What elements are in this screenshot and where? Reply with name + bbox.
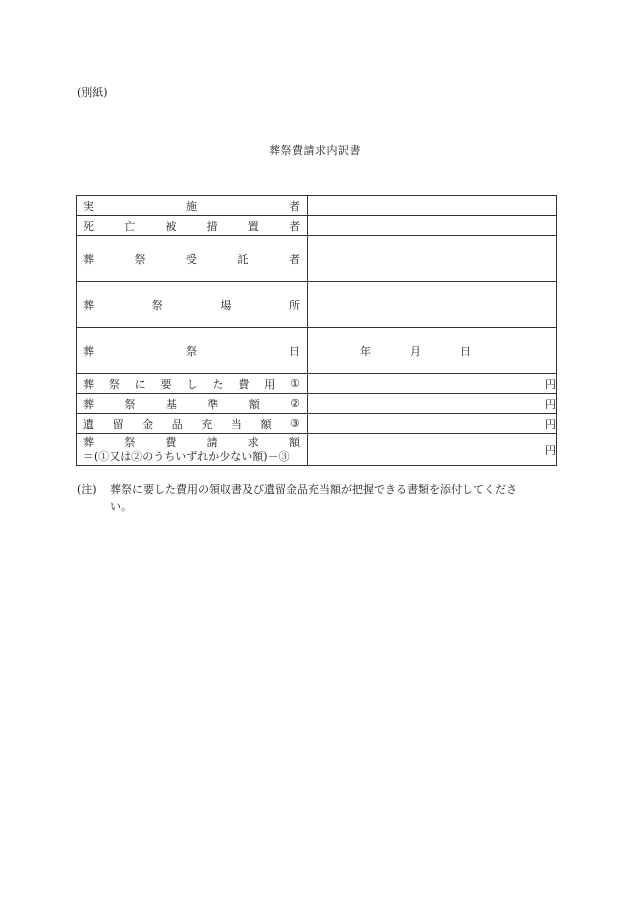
label-char: 遺 (83, 417, 94, 431)
label-char: 祭 (134, 252, 146, 266)
label-char: 受 (186, 252, 197, 266)
label-char: 葬 (83, 344, 94, 358)
value-leftover[interactable] (308, 414, 557, 434)
label-char: 当 (230, 417, 242, 431)
label-char: 者 (288, 219, 300, 233)
label-date (77, 343, 307, 359)
label-char: 葬 (83, 377, 94, 391)
label-char: 葬 (83, 397, 94, 411)
label-char: 費 (165, 435, 177, 449)
value-deceased[interactable] (308, 216, 557, 236)
value-expense[interactable] (308, 374, 557, 394)
label-standard (77, 396, 307, 412)
label-char: 祭 (108, 377, 120, 391)
label-char: 品 (171, 417, 183, 431)
value-standard[interactable] (308, 394, 557, 414)
label-implementer (77, 198, 307, 214)
label-char: 置 (247, 219, 259, 233)
label-char: 求 (247, 435, 259, 449)
label-claim (83, 436, 300, 450)
label-char: 実 (83, 199, 94, 213)
value-implementer[interactable] (308, 196, 557, 216)
yen-unit: 円 (545, 377, 556, 391)
yen-unit: 円 (545, 397, 556, 411)
label-expense (77, 376, 307, 392)
document-title: 葬祭費請求内訳書 (269, 144, 361, 157)
value-date[interactable] (308, 328, 557, 374)
label-char: 祭 (124, 397, 136, 411)
value-place[interactable] (308, 282, 557, 328)
label-char: 金 (142, 417, 154, 431)
label-char: 葬 (83, 435, 94, 449)
label-char: 場 (220, 298, 232, 312)
label-char: に (134, 377, 146, 391)
value-claim[interactable] (308, 434, 557, 466)
label-char: 留 (112, 417, 124, 431)
label-char: 額 (288, 435, 300, 449)
note-line-1: 葬祭に要した費用の領収書及び遺留金品充当額が把握できる書類を添付してくださ (110, 483, 517, 496)
note-line-2: い。 (110, 500, 132, 513)
label-char: 葬 (83, 252, 94, 266)
label-char: 要 (160, 377, 172, 391)
label-char: ③ (290, 417, 300, 430)
label-char: 用 (264, 377, 276, 391)
label-char: 祭 (151, 298, 163, 312)
label-char: 額 (260, 417, 272, 431)
row-consignee (77, 236, 557, 282)
label-char: 被 (165, 219, 177, 233)
label-char: 請 (206, 435, 218, 449)
footnote (77, 481, 557, 515)
yen-unit: 円 (545, 443, 556, 457)
label-consignee (77, 251, 307, 267)
label-char: 充 (201, 417, 213, 431)
row-implementer (77, 196, 557, 216)
label-char: 亡 (124, 219, 136, 233)
label-leftover (77, 416, 307, 432)
row-expense (77, 374, 557, 394)
label-char: 施 (186, 199, 197, 213)
label-char: 祭 (186, 344, 197, 358)
yen-unit: 円 (545, 417, 556, 431)
label-char: 所 (288, 298, 300, 312)
label-char: 祭 (124, 435, 136, 449)
label-deceased (77, 218, 307, 234)
note-tag: (注) (77, 483, 97, 496)
month-unit: 月 (410, 344, 421, 358)
label-char: 託 (237, 252, 249, 266)
label-char: 基 (165, 397, 177, 411)
row-leftover (77, 414, 557, 434)
label-char: 日 (289, 344, 300, 358)
label-char: ② (290, 397, 300, 410)
label-char: 者 (289, 252, 300, 266)
row-place (77, 282, 557, 328)
label-place (77, 297, 307, 313)
year-unit: 年 (360, 344, 371, 358)
row-standard (77, 394, 557, 414)
value-consignee[interactable] (308, 236, 557, 282)
label-char: 措 (206, 219, 218, 233)
label-char: 額 (248, 397, 260, 411)
label-char: た (212, 377, 224, 391)
label-char: 葬 (83, 298, 94, 312)
attachment-label: (別紙) (77, 86, 108, 99)
label-char: 準 (207, 397, 219, 411)
claim-breakdown-table (76, 195, 557, 466)
label-char: 者 (289, 199, 300, 213)
label-char: し (186, 377, 198, 391)
label-char: 死 (83, 219, 94, 233)
day-unit: 日 (460, 344, 471, 358)
row-date (77, 328, 557, 374)
claim-formula: ＝(①又は②のうちいずれか少ない額)－③ (83, 449, 290, 463)
label-char: ① (290, 377, 300, 390)
row-claim (77, 434, 557, 466)
row-deceased (77, 216, 557, 236)
label-char: 費 (238, 377, 250, 391)
